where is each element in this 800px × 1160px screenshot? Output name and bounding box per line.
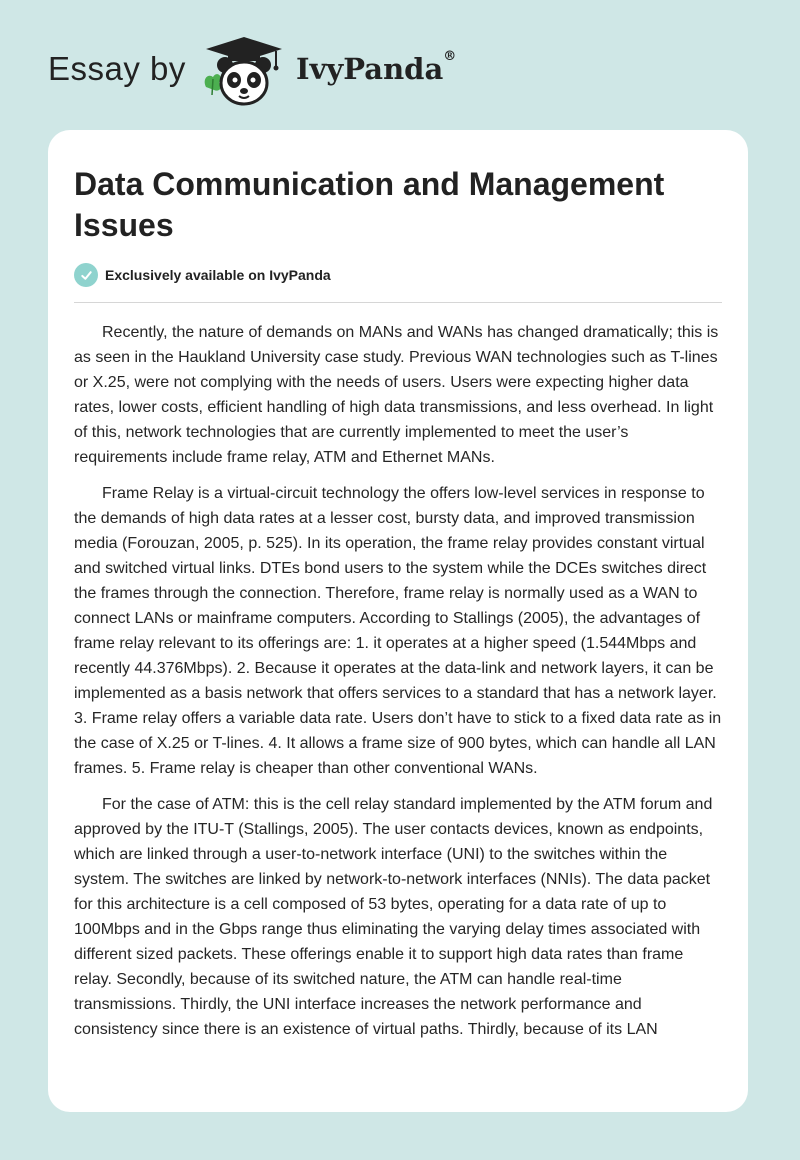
brand-logo-text[interactable] <box>296 49 457 86</box>
brand-name: IvyPanda <box>296 52 444 86</box>
panda-graduate-icon[interactable] <box>200 35 284 109</box>
essay-body <box>74 320 722 1053</box>
essay-card <box>48 130 748 1112</box>
paragraph: For the case of ATM: this is the cell relay standard implemented by the ATM forum and approved by the ITU-T (Stallings, 2005). The user contacts devices, known as endpoints, which are linked through a user-to-network interface (UNI) to the switches within the system. The switches are linked by network-to-network interfaces (NNIs). The data packet for this architecture is a cell composed of 53 bytes, operating for a data rate of up to 100Mbps and in the Gbps range thus eliminating the varying delay times associated with different sized packets. These offerings enable it to support high data rates than frame relay. Secondly, because of its switched nature, the ATM can handle real-time transmissions. Thirdly, the UNI interface increases the network performance and consistency since there is an existence of virtual paths. Thirdly, because of its LAN <box>74 796 713 1038</box>
paragraph: Recently, the nature of demands on MANs and WANs has changed dramatically; this is as seen in the Haukland University case study. Previous WAN technologies such as T-lines or X.25, were not complying with the needs of users. Users were expecting higher data rates, lower costs, efficient handling of high data transmissions, and less overhead. In light of this, network technologies that are currently implemented to meet the user’s requirements include frame relay, ATM and Ethernet MANs. <box>74 324 719 466</box>
site-header <box>0 0 800 130</box>
essay-by-label: Essay by <box>48 50 186 87</box>
paragraph: Frame Relay is a virtual-circuit technology the offers low-level services in response to the demands of high data rates at a lesser cost, bursty data, and improved transmission media (Forouzan, 2005, p. 525). In its operation, the frame relay provides constant virtual and switched virtual links. DTEs bond users to the system while the DCEs switches direct the frames through the connection. Therefore, frame relay is normally used as a WAN to connect LANs or mainframe computers. According to Stallings (2005), the advantages of frame relay relevant to its offerings are: 1. it operates at a higher speed (1.544Mbps and recently 44.376Mbps). 2. Because it operates at the data-link and network layers, it can be implemented as a basis network that offers services to a standard that has a network layer. 3. Frame relay offers a variable data rate. Users don’t have to stick to a fixed data rate as in the case of X.25 or T-lines. 4. It allows a frame size of 900 bytes, which can handle all LAN frames. 5. Frame relay is cheaper than other conventional WANs. <box>74 485 722 777</box>
check-circle-icon <box>74 263 98 287</box>
exclusive-badge-label: Exclusively available on IvyPanda <box>105 267 331 283</box>
trademark-symbol: ® <box>443 49 457 65</box>
exclusive-badge <box>74 263 331 287</box>
page-title: Data Communication and Management Issues <box>74 166 665 243</box>
divider <box>74 302 722 303</box>
